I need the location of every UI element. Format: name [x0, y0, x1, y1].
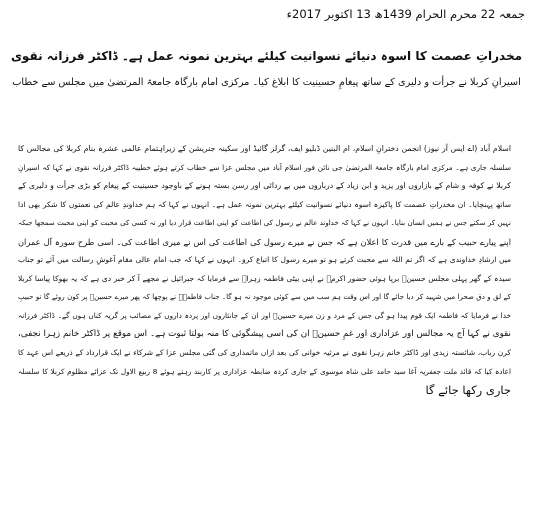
body-line: خدا نے فرمایا کہ فاطمہ ایک قوم پیدا ہو گی جس کے مرد و زن میرے حسینؑ اور ان کے جانثاروں اور پردہ داروں کے مصائب پر گریہ کناں ہوں گے۔ ڈاکٹر فرزانہ — [18, 310, 511, 320]
body-line: اسلام آباد (اے ایس آر نیوز) انجمن دخترانِ اسلام، ام البنین ڈبلیو ایف، گرلز گائیڈ اور سکینہ جنریشن کے زیراہتمام عالمی عشرہ بنام کربلا کی مجالس کا — [18, 144, 511, 153]
body-line: کرن رباب، شائستہ زیدی اور ڈاکٹر خانم زہرا نقوی نے مرثیہ خوانی کی بعد ازاں ماتمداری کی گئی مجلس عزا کے شرکاء نے ایک قرارداد کے ذریعے اس عہد کا — [18, 348, 511, 358]
body-line: سیدہ کے گھر پہلی مجلس حسینؑ برپا ہوئی حضور اکرمؐ نے اپنی بیٹی فاطمہ زہراؑ سے فرمایا کہ جبرائیل نے مجھے آ کر خبر دی ہے کہ یہ بھوکا پیاسا کربلا — [18, 273, 511, 283]
body-line: میں ارشادِ خداوندی ہے کہ اگر تم اللہ سے محبت کرتے ہو تو میرے رسول کا اتباع کرو۔ انہوں نے کہا کہ جب امام عالی مقام آغوشِ رسالت میں آئے تو جناب — [18, 255, 511, 265]
body-line: اپنے پیارے حبیب کے بارے میں قدرت کا اعلان ہے کہ جس نے میرے رسول کی اطاعت کی اس نے میری اطاعت کی۔ اسی طرح سورہ آل عمران — [18, 236, 511, 247]
subheadline: اسیرانِ کربلا نے جرأت و دلیری کے ساتھ پیغامِ حسینیت کا ابلاغ کیا۔ مرکزی امام بارگاہ جامعۃ المرتضیٰ میں مجلس سے خطاب — [12, 77, 521, 88]
body-line: نقوی نے کہا آج یہ مجالس اور عزاداری اور غمِ حسینؑ ان کی اسی پیشگوئی کا منہ بولتا ثبوت ہے۔ اس موقع پر ڈاکٹر خانم زہرا نجفی، — [18, 329, 511, 340]
article-body — [18, 140, 511, 400]
dateline: جمعہ 22 محرم الحرام 1439ھ 13 اکتوبر 2017ء — [286, 7, 525, 21]
body-line: سلسلہ جاری ہے۔ مرکزی امام بارگاہ جامعۃ المرتضیٰ جی نائن فور اسلام آباد میں مجلس عزا سے خطاب کرتے ہوئے خطیبہ ڈاکٹر فرزانہ نقوی نے کہا کہ اسیرانِ — [18, 162, 511, 172]
body-line: ساتھ پہنچایا۔ ان مخدراتِ عصمت کا پاکیزہ اسوہ دنیائے نسوانیت کیلئے بہترین نمونہ عمل ہے۔ انہوں نے کہا کہ ہم خداوندِ عالم کی نعمتوں کا شکر بھی ادا — [18, 199, 511, 209]
body-line: جاری رکھا جائے گا — [425, 383, 511, 398]
body-line: نہیں کر سکتے جس نے ہمیں انسان بنایا۔ انہوں نے کہا کہ خداوند عالم نے رسول کی اطاعت کو اپنی اطاعت قرار دیا اور نہ کسی کی محبت کو اپنی محبت سمجھا جبکہ — [18, 219, 511, 228]
body-line: اعادہ کیا کہ قائد ملت جعفریہ آغا سید حامد علی شاہ موسوی کے جاری کردہ ضابطہ عزاداری پر کاربند رہتے ہوئے 8 ربیع الاول تک عزائے مظلوم کربلا کا سلسلہ — [18, 366, 511, 376]
body-line: کے لق و دق صحرا میں شہید کر دیا جائے گا اور اس وقت ہم سب میں سے کوئی موجود نہ ہو گا۔ جناب فاطمہؑ نے پوچھا کہ پھر میرے حسینؑ پر کون روئے گا تو حبیبِ — [18, 293, 511, 302]
body-line: کربلا نے کوفہ و شام کے بازاروں اور یزید و ابن زیاد کے درباروں میں بے ردائی اور رسن بستہ ہونے کے باوجود حسینیت کے پیغام کو بڑی جرأت و دلیری کے — [18, 181, 511, 191]
headline: مخدراتِ عصمت کا اسوہ دنیائے نسوانیت کیلئے بہترین نمونہ عمل ہے۔ ڈاکٹر فرزانہ نقوی — [10, 49, 523, 63]
